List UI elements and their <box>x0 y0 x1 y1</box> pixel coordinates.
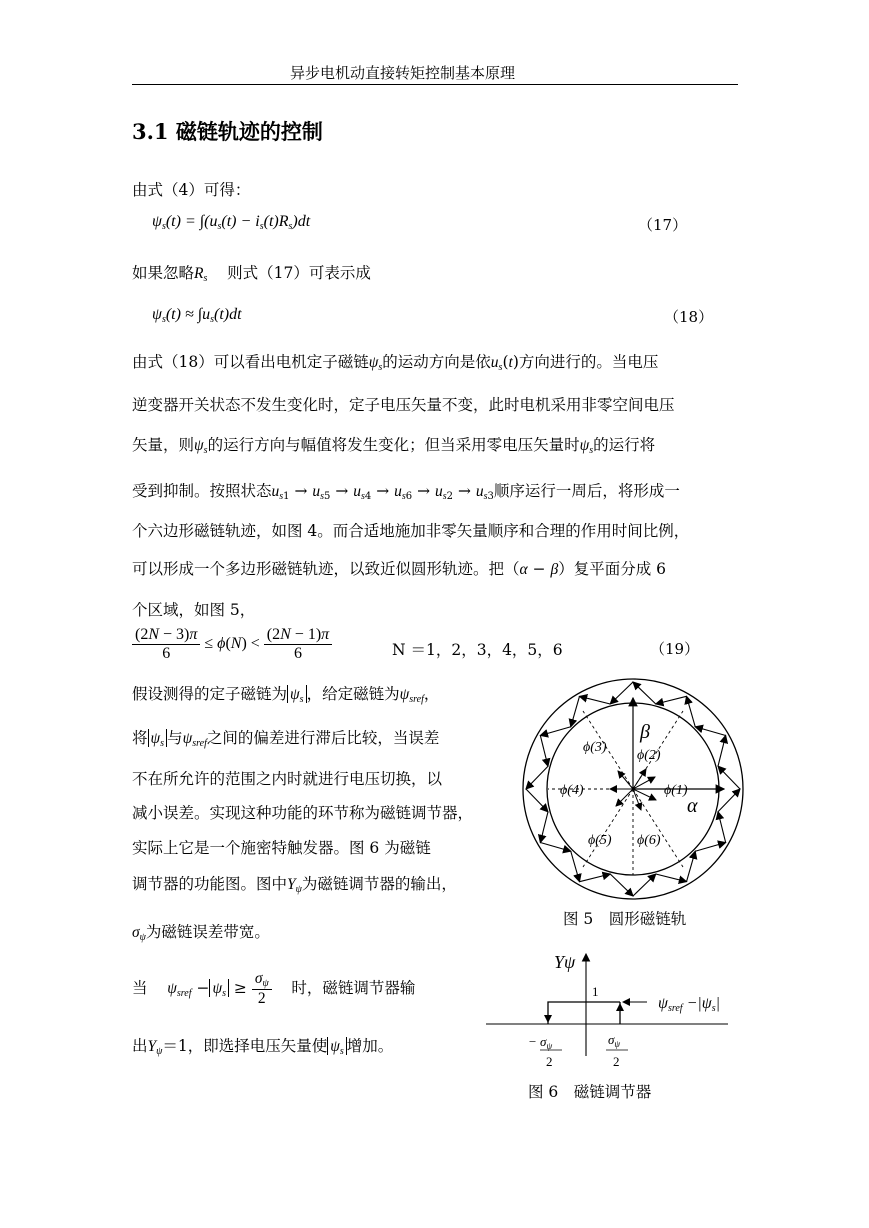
paragraph-line-3: 矢量，则$\psi_s$的运行方向与幅值将发生变化；但当采用零电压矢量时$\psi_s$的运行将 <box>132 436 656 456</box>
svg-text:2: 2 <box>613 1054 620 1069</box>
equation-18: $\psi_s(t) \approx \int u_s(t)dt$ <box>152 306 242 325</box>
beta-label: β <box>640 721 650 743</box>
paragraph-intro: 由式（4）可得： <box>132 181 251 199</box>
wrap-line-1: 假设测得的定子磁链为 $\psi_s$ ，给定磁链为$\psi_{sref}$， <box>132 685 440 705</box>
sector-3-label: ϕ(3) <box>583 740 607 755</box>
paragraph-line-1: 由式（18）可以看出电机定子磁链$\psi_s$的运动方向是依$u_s(t)$方向进行的。当电压 <box>132 353 659 373</box>
trajectory-segment <box>610 874 633 896</box>
paragraph-line-6: 可以形成一个多边形磁链轨迹，以致近似圆形轨迹。把（α − β）复平面分成 6 <box>132 560 667 578</box>
level-one-label: 1 <box>592 984 599 999</box>
equation-number-19: （19） <box>650 640 700 658</box>
trajectory-segment <box>633 874 656 896</box>
paragraph-ignore-rs: 如果忽略$R_s$ 则式（17）可表示成 <box>132 264 371 284</box>
trajectory-segment <box>718 812 726 843</box>
paragraph-line-4: 受到抑制。按照状态$u_{s1} \to u_{s5} \to u_{s4} \to u_{s6} \to u_{s2} \to u_{s3}$顺序运行一周后，将形成一 <box>132 482 680 502</box>
wrap-line-4: 减小误差。实现这种功能的环节称为磁链调节器， <box>132 804 474 822</box>
trajectory-segment <box>540 736 548 767</box>
svg-text:σψ: $\sigma_\psi$ <box>608 1032 621 1049</box>
condition-line-1: 当 $\psi_{sref} - \psi_s$ ≥ $\frac{\sigma_\psi}{2}$ 时，磁链调节器输 <box>132 970 416 1007</box>
y-axis-label: Yψ <box>554 952 576 972</box>
trajectory-segment <box>718 736 726 767</box>
svg-text:− σψ: − $\sigma_\psi$ <box>528 1034 553 1051</box>
trajectory-segment <box>580 696 611 704</box>
equation-number-17: （17） <box>638 216 688 234</box>
wrap-line-5: 实际上它是一个施密特触发器。图 6 为磁链 <box>132 839 431 857</box>
wrap-line-2: 将 $\psi_s$ 与$\psi_{sref}$之间的偏差进行滞后比较，当误差 <box>132 729 440 749</box>
sector-4-label: ϕ(4) <box>560 783 584 798</box>
wrap-line-3: 不在所允许的范围之内时就进行电压切换，以 <box>132 770 443 788</box>
figure-5-caption: 图 5 圆形磁链轨 <box>563 910 687 928</box>
section-title: 3.1 磁链轨迹的控制 <box>132 119 323 144</box>
figure-5-circular-flux <box>520 676 746 902</box>
sector-5-label: ϕ(5) <box>588 833 612 848</box>
trajectory-segment <box>656 874 687 882</box>
sector-1-label: ϕ(1) <box>664 783 688 798</box>
trajectory-segment <box>718 766 740 789</box>
equation-number-18: （18） <box>664 308 714 326</box>
wrap-line-7: $\sigma_\psi$为磁链误差带宽。 <box>132 923 270 943</box>
trajectory-segment <box>526 789 548 812</box>
trajectory-segment <box>718 789 740 812</box>
paragraph-line-7: 个区域，如图 5， <box>132 601 256 619</box>
trajectory-segment <box>526 766 548 789</box>
trajectory-segment <box>580 874 611 882</box>
trajectory-segment <box>656 696 687 704</box>
paragraph-line-2: 逆变器开关状态不发生变化时，定子电压矢量不变，此时电机采用非零空间电压 <box>132 396 675 414</box>
figure-6-hysteresis <box>482 944 732 1074</box>
input-label: ψsref −|ψs| <box>658 995 721 1014</box>
trajectory-segment <box>540 812 548 843</box>
trajectory-segment <box>610 682 633 704</box>
sector-6-label: ϕ(6) <box>637 833 661 848</box>
wrap-line-6: 调节器的功能图。图中$Y_\psi$为磁链调节器的输出， <box>132 875 457 895</box>
running-header: 异步电机动直接转矩控制基本原理 <box>290 64 516 82</box>
sector-range: N ＝1，2，3，4，5，6 <box>392 641 563 659</box>
hysteresis-upper <box>548 1002 620 1024</box>
svg-text:2: 2 <box>546 1054 553 1069</box>
figure-6-caption: 图 6 磁链调节器 <box>528 1083 652 1101</box>
condition-line-2: 出$Y_\psi=1$，即选择电压矢量使 $\psi_s$ 增加。 <box>132 1037 394 1057</box>
trajectory-segment <box>633 682 656 704</box>
equation-19: $\frac{(2N - 3)\pi}{6}$ ≤ ϕ(N) < $\frac{(2N - 1)\pi}{6}$ <box>132 626 332 663</box>
equation-17: $\psi_s(t) = \int(u_s(t) - i_s(t)R_s)dt$ <box>152 213 311 232</box>
header-rule <box>132 84 738 85</box>
sector-2-label: ϕ(2) <box>637 748 661 763</box>
alpha-label: α <box>687 795 698 817</box>
paragraph-line-5: 个六边形磁链轨迹，如图 4。而合适地施加非零矢量顺序和合理的作用时间比例， <box>132 522 690 540</box>
